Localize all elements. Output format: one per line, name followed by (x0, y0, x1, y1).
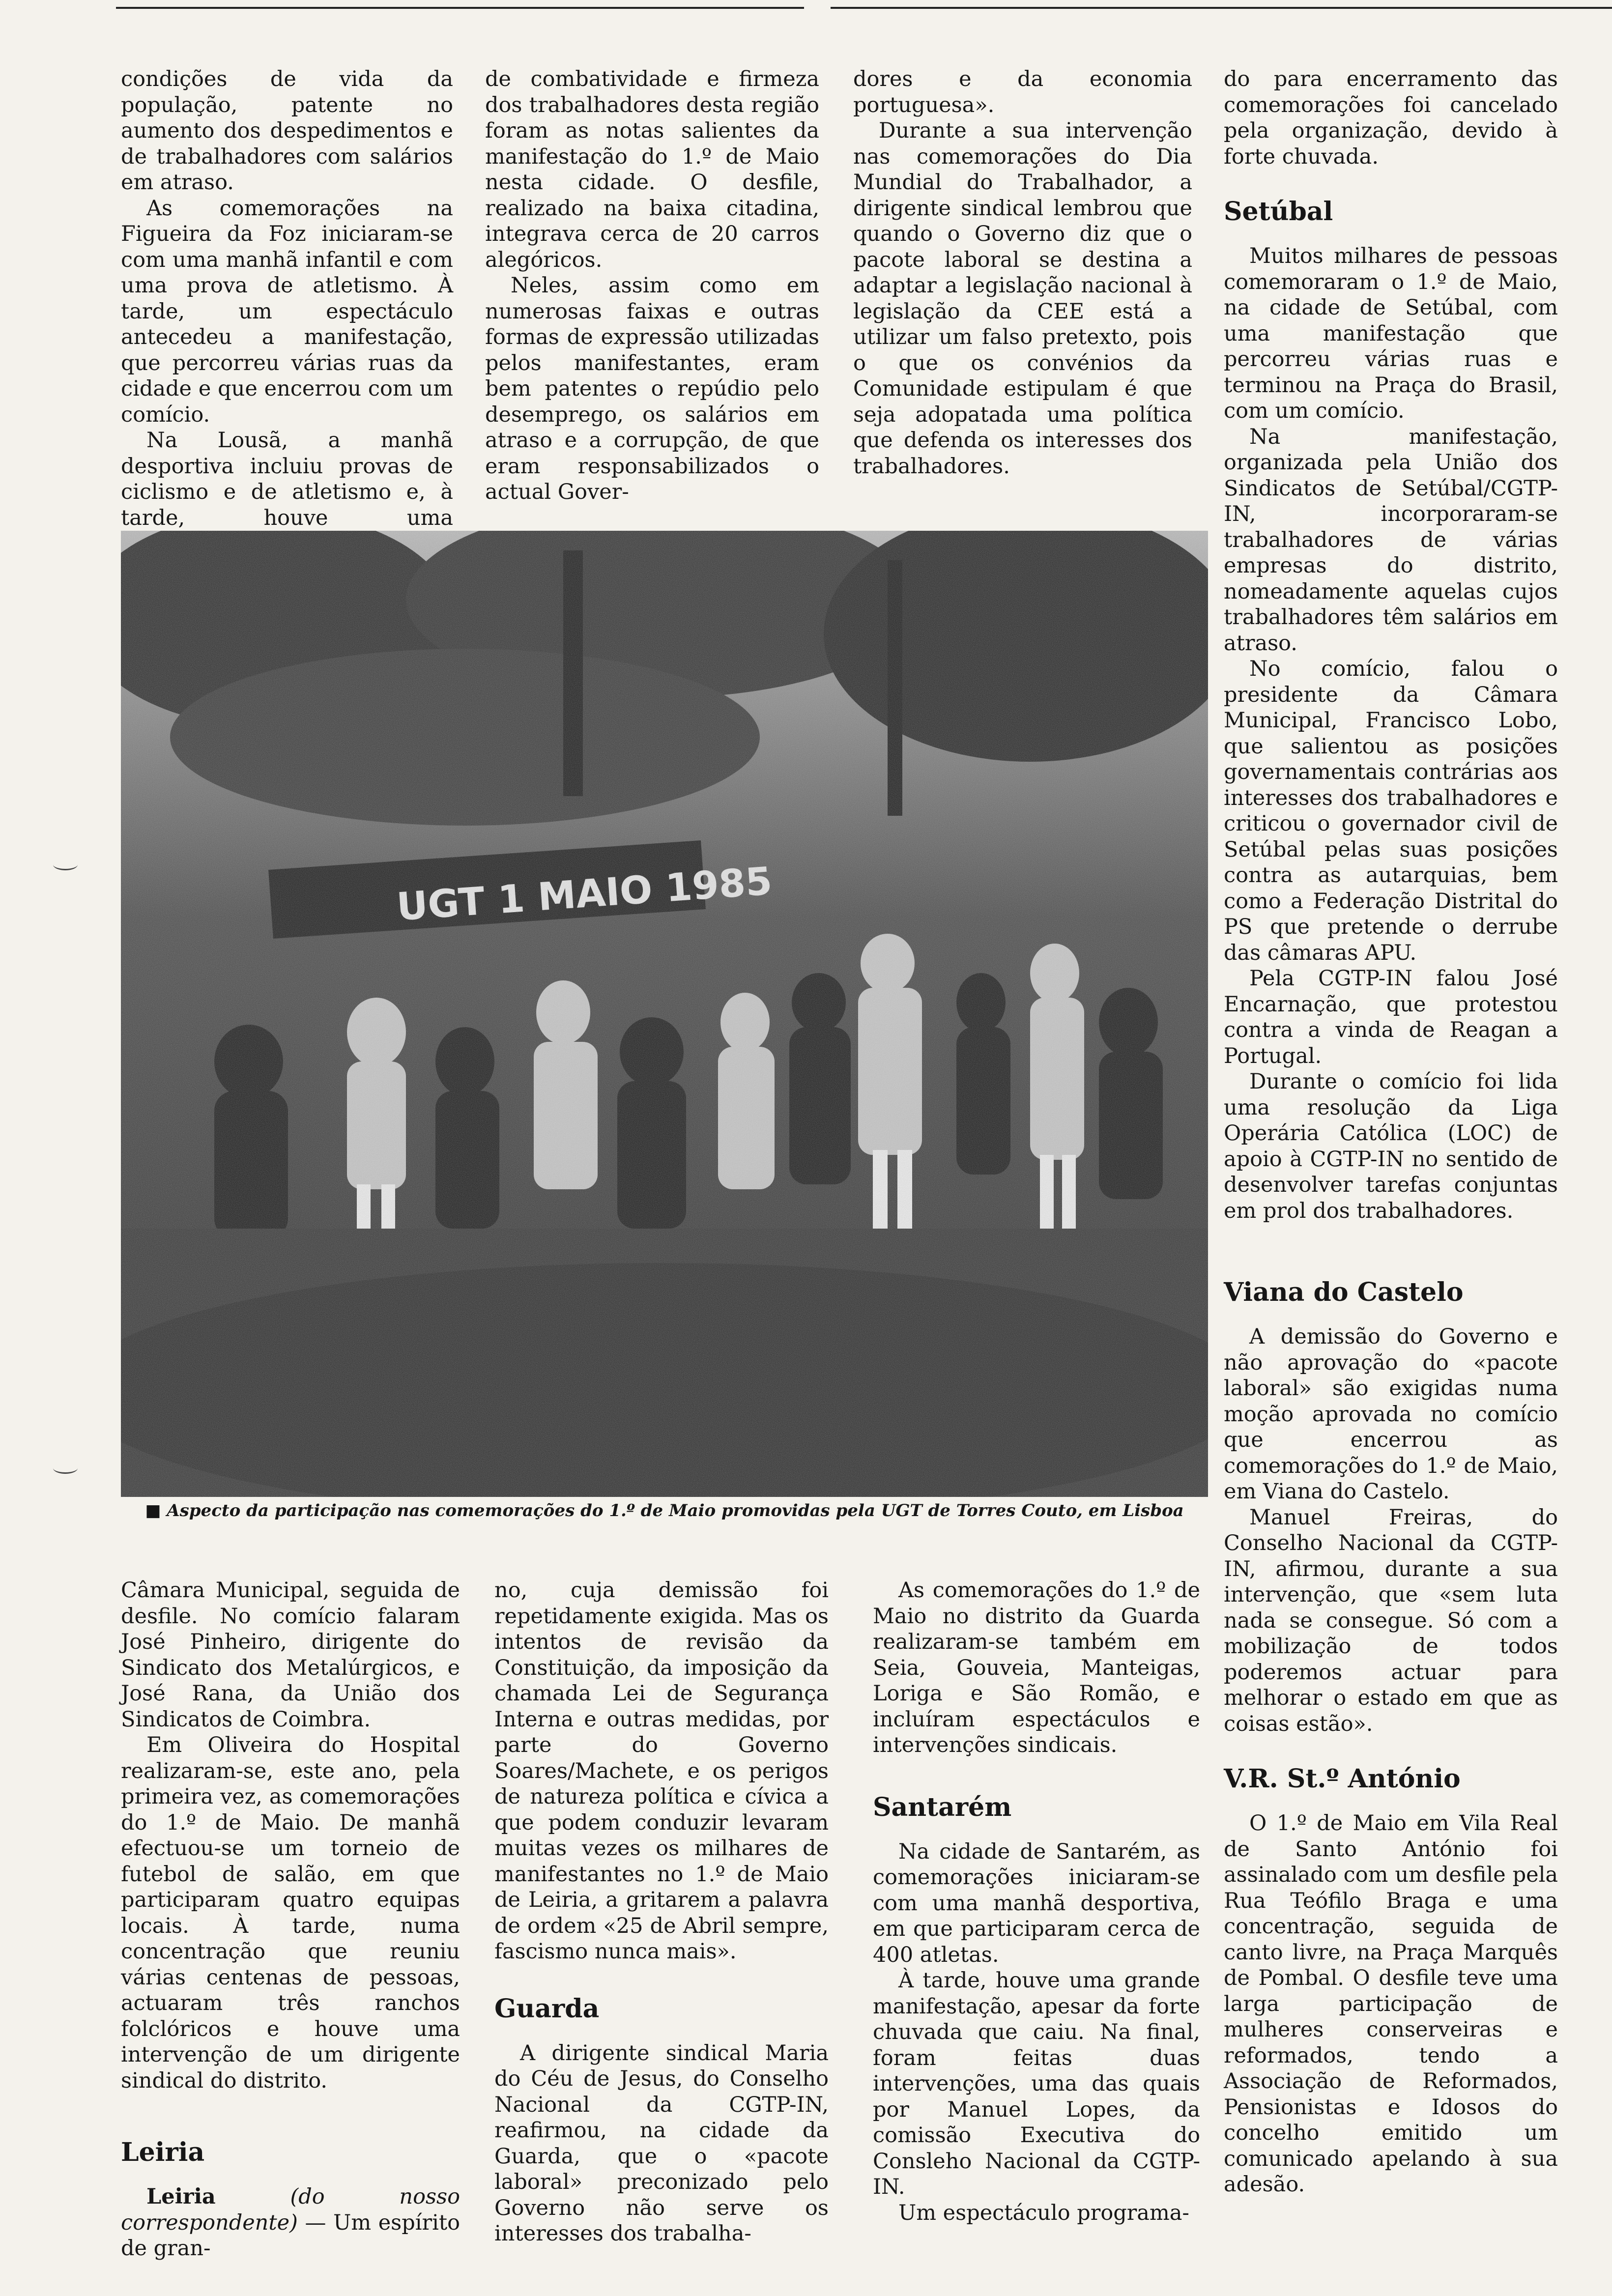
section-heading-viana: Viana do Castelo (1224, 1277, 1464, 1307)
leiria-correspondent: (do nosso correspondente) (121, 2184, 461, 2235)
paragraph: dores e da economia portuguesa». (853, 67, 1192, 117)
section-heading-vrsa: V.R. St.º António (1224, 1764, 1461, 1794)
paragraph: condições de vida da população, patente no aumento dos despedimentos e de trabalhadores com salários em atraso. (121, 67, 453, 195)
paragraph: Durante a sua intervenção nas comemorações do Dia Mundial do Trabalhador, a dirigente sindical lembrou que quando o Governo diz que o pacote laboral se destina a adaptar a legislação nacional à legislação da CEE está a utilizar um falso pretexto, pois o que os convénios da Comunidade estipulam é que seja adopatada uma política que defenda os interesses dos trabalhadores. (853, 118, 1192, 479)
paragraph: Câmara Municipal, seguida de desfile. No comício falaram José Pinheiro, dirigente do Sindicato dos Metalúrgicos, e José Rana, da União dos Sindicatos de Coimbra. (121, 1578, 460, 1732)
paragraph: Em Oliveira do Hospital realizaram-se, este ano, pela primeira vez, as comemorações do 1.º de Maio. De manhã efectuou-se um torneio de futebol de salão, em que participaram quatro equipas locais. À tarde, numa concentração que reuniu várias centenas de pessoas, actuaram três ranchos folclóricos e houve uma intervenção de um dirigente sindical do distrito. (121, 1733, 460, 2093)
column-2-top (485, 66, 819, 505)
paragraph: Na cidade de Santarém, as comemorações iniciaram-se com uma manhã desportiva, em que participaram cerca de 400 atletas. (873, 1839, 1200, 1967)
column-1-bottom (121, 1578, 460, 2262)
caption-bullet-icon: ■ (145, 1501, 161, 1521)
paragraph: Um espectáculo programa- (898, 2200, 1189, 2225)
binding-mark (53, 1463, 78, 1474)
paragraph: No comício, falou o presidente da Câmara Municipal, Francisco Lobo, que salientou as posições governamentais contrárias aos interesses dos trabalhadores e criticou o governador civil de Setúbal pelas suas posições contra as autarquias, bem como a Federação Distrital do PS que pretende o derrube das câmaras APU. (1224, 657, 1558, 965)
news-photo (121, 531, 1208, 1497)
paragraph: Neles, assim como em numerosas faixas e outras formas de expressão utilizadas pelos manifestantes, eram bem patentes o repúdio pelo desemprego, os salários em atraso e a corrupção, de que eram responsabilizados o actual Gover- (485, 273, 819, 504)
section-heading-guarda: Guarda (494, 1993, 600, 2024)
column-4 (1224, 66, 1558, 2198)
paragraph: A demissão do Governo e não aprovação do «pacote laboral» são exigidas numa moção aprovada no comício que encerrou as comemorações do 1.º de Maio, em Viana do Castelo. (1224, 1324, 1558, 1504)
leiria-text: — Um espírito de gran- (121, 2210, 461, 2261)
paragraph: de combatividade e firmeza dos trabalhadores desta região foram as notas salientes da manifestação do 1.º de Maio nesta cidade. O desfile, realizado na baixa citadina, integrava cerca de 20 carros alegóricos. (485, 67, 819, 272)
paragraph: do para encerramento das comemorações foi cancelado pela organização, devido à forte chuvada. (1224, 67, 1558, 169)
column-2-bottom (494, 1578, 829, 2247)
paragraph: A dirigente sindical Maria do Céu de Jesus, do Conselho Nacional da CGTP-IN, reafirmou, na cidade da Guarda, que o «pacote laboral» preconizado pelo Governo não serve os interesses dos trabalha- (494, 2040, 829, 2246)
paragraph: Pela CGTP-IN falou José Encarnação, que protestou contra a vinda de Reagan a Portugal. (1224, 966, 1558, 1068)
paragraph: no, cuja demissão foi repetidamente exigida. Mas os intentos de revisão da Constituição, da imposição da chamada Lei de Segurança Interna e outras medidas, por parte do Governo Soares/Machete, e os perigos de natureza política e cívica a que podem conduzir levaram muitas vezes os milhares de manifestantes no 1.º de Maio de Leiria, a gritarem a palavra de ordem «25 de Abril sempre, fascismo nunca mais». (494, 1578, 829, 1964)
top-rule-left (116, 7, 804, 9)
paragraph (121, 2184, 460, 2262)
section-heading-santarem: Santarém (873, 1792, 1012, 1822)
paragraph: Durante o comício foi lida uma resolução da Liga Operária Católica (LOC) de apoio à CGTP-IN no sentido de desenvolver tarefas conjuntas em prol dos trabalhadores. (1224, 1069, 1558, 1223)
column-3-bottom (873, 1578, 1200, 2226)
paragraph: As comemorações do 1.º de Maio no distrito da Guarda realizaram-se também em Seia, Gouveia, Manteigas, Loriga e São Romão, e incluíram espectáculos e intervenções sindicais. (873, 1578, 1200, 1757)
section-heading-setubal: Setúbal (1224, 197, 1333, 227)
leiria-lead: Leiria (146, 2184, 216, 2209)
caption-text: Aspecto da participação nas comemorações do 1.º de Maio promovidas pela UGT de Torres Couto, em Lisboa (167, 1501, 1184, 1521)
photo-crowd-illustration (121, 531, 1208, 1497)
column-3-top (853, 66, 1192, 479)
section-heading-leiria: Leiria (121, 2137, 205, 2167)
paragraph: O 1.º de Maio em Vila Real de Santo António foi assinalado com um desfile pela Rua Teófilo Braga e uma concentração, seguida de canto livre, na Praça Marquês de Pombal. O desfile teve uma larga participação de mulheres conserveiras e reformados, tendo a Associação de Reformados, Pensionistas e Idosos do concelho emitido um comunicado apelando à sua adesão. (1224, 1811, 1558, 2197)
column-1-top (121, 66, 453, 557)
paragraph: Na manifestação, organizada pela União dos Sindicatos de Setúbal/CGTP-IN, incorporaram-se trabalhadores de várias empresas do distrito, nomeadamente aquelas cujos trabalhadores têm salários em atraso. (1224, 424, 1558, 656)
paragraph: Manuel Freiras, do Conselho Nacional da CGTP-IN, afirmou, durante a sua intervenção, que «sem luta nada se consegue. Só com a mobilização de todos poderemos actuar para melhorar o estado em que as coisas estão». (1224, 1505, 1558, 1736)
top-rule-right (831, 7, 1612, 9)
photo-caption (121, 1500, 1208, 1521)
paragraph: As comemorações na Figueira da Foz iniciaram-se com uma manhã infantil e com uma prova de atletismo. À tarde, um espectáculo antecedeu a manifestação, que percorreu várias ruas da cidade e que encerrou com um comício. (121, 196, 453, 427)
paragraph: Muitos milhares de pessoas comemoraram o 1.º de Maio, na cidade de Setúbal, com uma manifestação que percorreu várias ruas e terminou na Praça do Brasil, com um comício. (1224, 244, 1558, 423)
paragraph: À tarde, houve uma grande manifestação, apesar da forte chuvada que caiu. Na final, foram feitas duas intervenções, uma das quais por Manuel Lopes, da comissão Executiva do Consleho Nacional da CGTP-IN. (873, 1968, 1200, 2199)
binding-mark (53, 859, 78, 870)
paragraph: Na Lousã, a manhã desportiva incluiu provas de ciclismo e de atletismo e, à tarde, houve uma (121, 428, 453, 530)
